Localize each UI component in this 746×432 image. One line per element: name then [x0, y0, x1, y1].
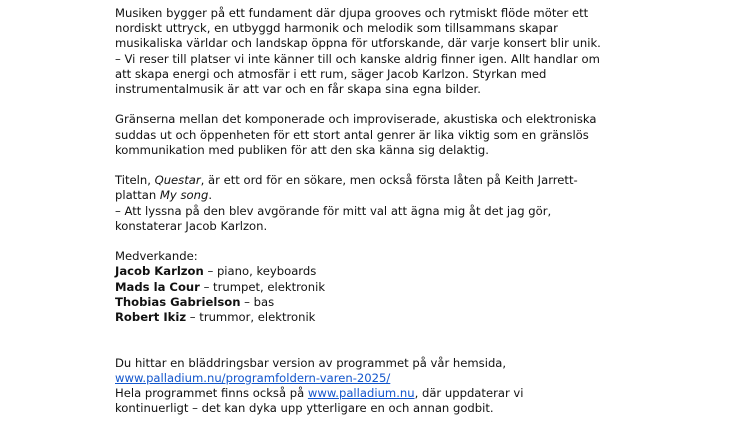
- musician-name: Robert Ikiz: [115, 310, 187, 325]
- intro-paragraph: [115, 6, 715, 97]
- spacer: [115, 340, 715, 355]
- credit-row: [115, 280, 715, 295]
- credit-row: [115, 264, 715, 279]
- text-line: – Att lyssna på den blev avgörande för mitt val att ägna mig åt det jag gör,: [115, 203, 552, 218]
- musician-name: Mads la Cour: [115, 279, 200, 294]
- credits-heading: Medverkande:: [115, 249, 198, 264]
- text-line: att skapa energi och atmosfär i ett rum, säger Jacob Karlzon. Styrkan med: [115, 66, 547, 81]
- genres-paragraph: [115, 112, 715, 158]
- credits-section: [115, 249, 715, 325]
- credit-row: [115, 295, 715, 310]
- text-line: – Vi reser till platser vi inte känner till och kanske aldrig finner igen. Allt handlar om: [115, 51, 600, 66]
- text-line: [115, 188, 715, 203]
- credit-row: [115, 310, 715, 325]
- program-folder-link[interactable]: www.palladium.nu/programfoldern-varen-2025/: [115, 370, 391, 385]
- musician-name: Thobias Gabrielson: [115, 294, 241, 309]
- document-body: [115, 6, 715, 432]
- program-paragraph: [115, 356, 715, 417]
- text-line: musikaliska världar och landskap öppna för utforskande, där varje konsert blir unik.: [115, 36, 601, 51]
- palladium-home-link[interactable]: www.palladium.nu: [307, 386, 415, 400]
- text-segment: Hela programmet finns också på: [115, 386, 308, 400]
- text-line: kontinuerligt – det kan dyka upp ytterligare en och annan godbit.: [115, 401, 494, 416]
- musician-role: – bas: [240, 294, 275, 309]
- album-title-questar: Questar: [154, 173, 201, 188]
- text-segment: .: [208, 188, 212, 203]
- text-line: [115, 173, 715, 188]
- text-line: konstaterar Jacob Karlzon.: [115, 218, 268, 233]
- musician-role: – trummor, elektronik: [186, 310, 316, 325]
- text-line: nordiskt uttryck, en utbyggd harmonik och melodik som tillsammans skapar: [115, 21, 558, 36]
- text-line: Musiken bygger på ett fundament där djupa grooves och rytmiskt flöde möter ett: [115, 6, 589, 20]
- text-line: [115, 371, 715, 386]
- text-line: Du hittar en bläddringsbar version av programmet på vår hemsida,: [115, 355, 507, 370]
- musician-name: Jacob Karlzon: [115, 264, 204, 279]
- text-line: suddas ut och öppenheten för ett stort antal genrer är lika viktig som en gränslös: [115, 127, 589, 142]
- musician-role: – piano, keyboards: [203, 264, 317, 279]
- text-segment: Titeln,: [115, 173, 155, 188]
- text-segment: , är ett ord för en sökare, men också första låten på Keith Jarrett-: [200, 173, 578, 188]
- text-line: kommunikation med publiken för att den ska känna sig delaktig.: [115, 142, 489, 157]
- title-paragraph: [115, 173, 715, 234]
- text-line: [115, 386, 715, 401]
- text-line: instrumentalmusik är att var och en får skapa sina egna bilder.: [115, 82, 481, 97]
- text-line: Gränserna mellan det komponerade och improviserade, akustiska och elektroniska: [115, 112, 597, 127]
- text-segment: plattan: [115, 188, 160, 203]
- album-title-my-song: My song: [159, 188, 209, 203]
- musician-role: – trumpet, elektronik: [199, 279, 326, 294]
- text-segment: , där uppdaterar vi: [414, 386, 524, 400]
